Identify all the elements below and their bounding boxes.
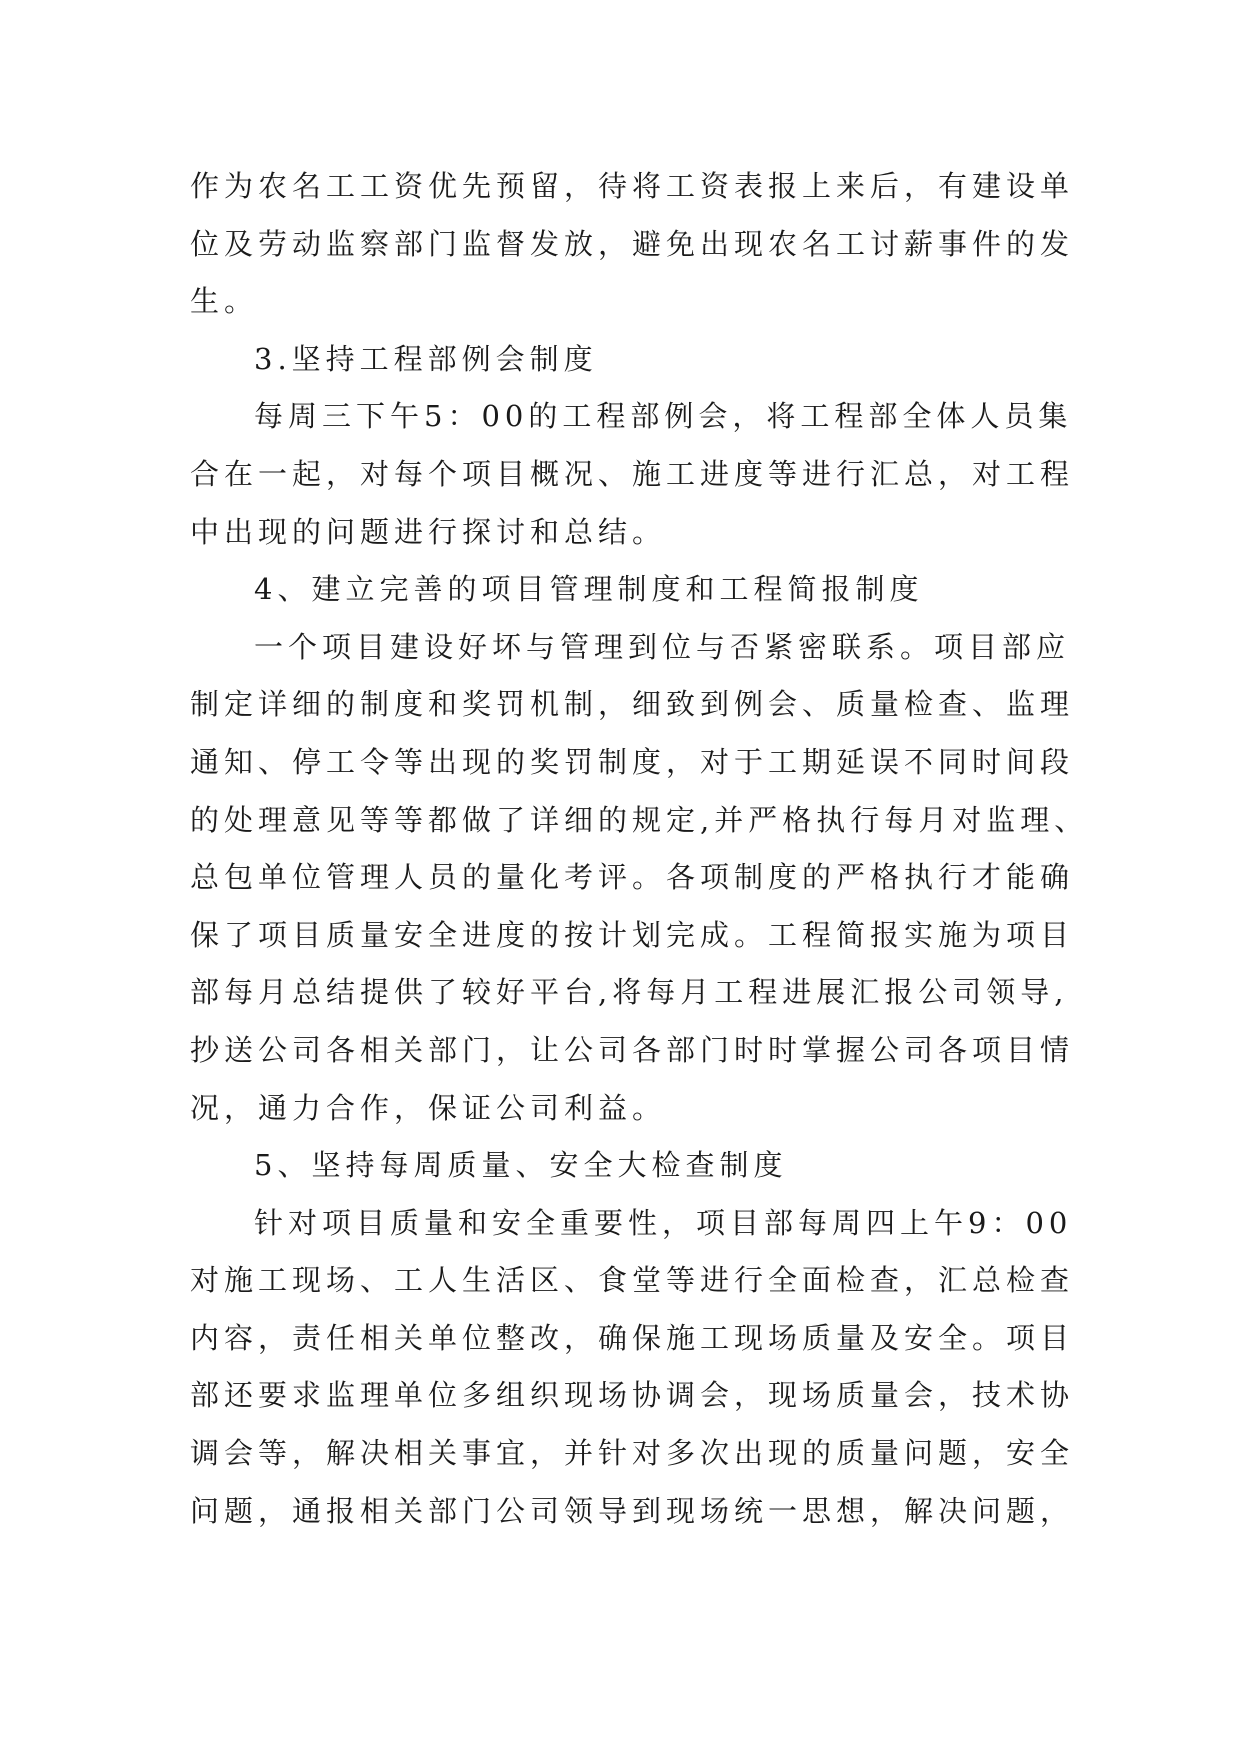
text-line: 总包单位管理人员的量化考评。各项制度的严格执行才能确 [190, 860, 1075, 895]
paragraph-first-line: 4、建立完善的项目管理制度和工程简报制度 [254, 572, 924, 607]
paragraph-first-line: 一个项目建设好坏与管理到位与否紧密联系。项目部应 [254, 629, 1071, 664]
text-line: 抄送公司各相关部门，让公司各部门时时掌握公司各项目情 [190, 1032, 1075, 1067]
document-body [190, 158, 1089, 1540]
text-line: 通知、停工令等出现的奖罚制度，对于工期延误不同时间段 [190, 744, 1075, 779]
paragraph-first-line: 针对项目质量和安全重要性，项目部每周四上午9：00 [254, 1205, 1073, 1240]
text-line: 部还要求监理单位多组织现场协调会，现场质量会，技术协 [190, 1378, 1075, 1413]
text-line: 对施工现场、工人生活区、食堂等进行全面检查，汇总检查 [190, 1263, 1075, 1298]
text-line: 部每月总结提供了较好平台,将每月工程进展汇报公司领导, [190, 975, 1069, 1010]
text-line: 保了项目质量安全进度的按计划完成。工程简报实施为项目 [190, 917, 1075, 952]
text-line: 作为农名工工资优先预留，待将工资表报上来后，有建设单 [190, 169, 1075, 203]
paragraph-first-line: 5、坚持每周质量、安全大检查制度 [254, 1148, 788, 1183]
text-line: 的处理意见等等都做了详细的规定,并严格执行每月对监理、 [190, 802, 1089, 837]
text-line: 位及劳动监察部门监督发放，避免出现农名工讨薪事件的发 [190, 226, 1075, 261]
text-line: 内容，责任相关单位整改，确保施工现场质量及安全。项目 [190, 1320, 1075, 1355]
paragraph-first-line: 3.坚持工程部例会制度 [254, 341, 598, 376]
text-line: 制定详细的制度和奖罚机制，细致到例会、质量检查、监理 [190, 687, 1075, 722]
paragraph-first-line: 每周三下午5：00的工程部例会，将工程部全体人员集 [254, 399, 1073, 434]
text-line: 中出现的问题进行探讨和总结。 [190, 514, 667, 549]
text-line: 合在一起，对每个项目概况、施工进度等进行汇总，对工程 [190, 456, 1075, 491]
text-line: 问题，通报相关部门公司领导到现场统一思想，解决问题， [190, 1493, 1075, 1528]
text-line: 生。 [190, 284, 259, 319]
text-line: 调会等，解决相关事宜，并针对多次出现的质量问题，安全 [190, 1436, 1075, 1471]
text-line: 况，通力合作，保证公司利益。 [190, 1090, 667, 1125]
